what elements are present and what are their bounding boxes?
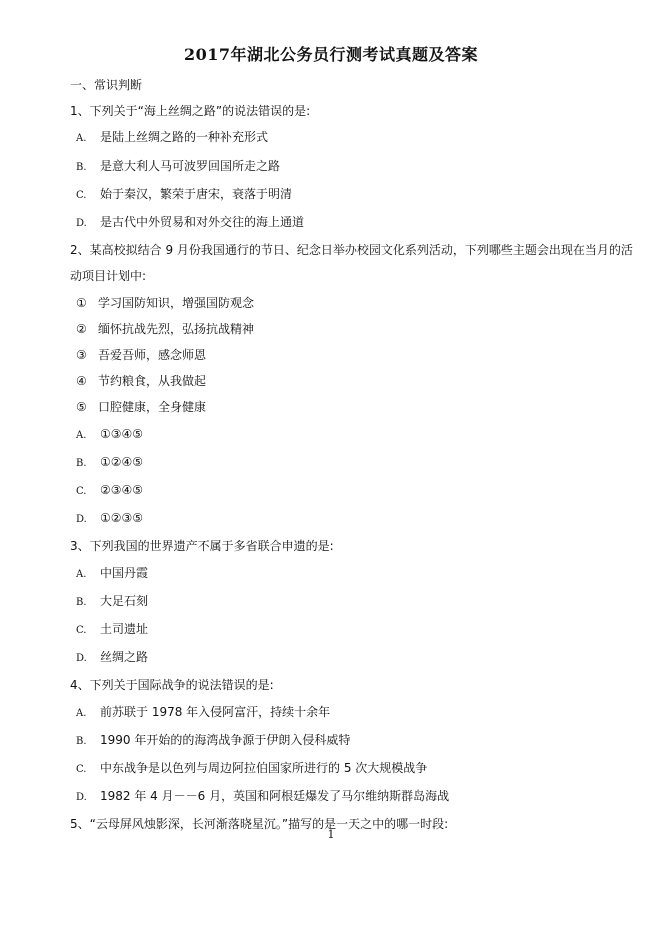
question-3-option-d: D. 丝绸之路 — [76, 650, 149, 665]
question-list — [70, 72, 633, 838]
page-number: 1 — [327, 828, 335, 841]
question-3-option-b: B. 大足石刻 — [76, 593, 149, 608]
document-title: 2017年湖北公务员行测考试真题及答案 — [183, 45, 479, 64]
question-2-stem-line-1: 2、某高校拟结合 9 月份我国通行的节日、纪念日举办校园文化系列活动，下列哪些主题会出现在当月的活 — [70, 243, 633, 258]
question-2-item-2: ② 缅怀抗战先烈，弘扬抗战精神 — [76, 321, 255, 336]
question-1-option-d: D. 是古代中外贸易和对外交往的海上通道 — [76, 215, 305, 230]
question-2-item-5: ⑤ 口腔健康，全身健康 — [76, 400, 207, 415]
question-2-item-1: ① 学习国防知识，增强国防观念 — [76, 295, 255, 310]
question-2-option-a: A. ①③④⑤ — [76, 426, 144, 441]
question-1-option-a: A. 是陆上丝绸之路的一种补充形式 — [76, 130, 269, 145]
question-2-item-3: ③ 吾爱吾师，感念师恩 — [76, 348, 207, 363]
question-5-stem: 5、“云母屏风烛影深，长河渐落晓星沉。”描写的是一天之中的哪一时段: — [70, 817, 449, 832]
question-4-option-a: A. 前苏联于 1978 年入侵阿富汗，持续十余年 — [76, 704, 331, 719]
question-4-option-d: D. 1982 年 4 月－－6 月，英国和阿根廷爆发了马尔维纳斯群岛海战 — [76, 789, 450, 804]
question-2-option-d: D. ①②③⑤ — [76, 511, 144, 526]
question-3-option-a: A. 中国丹霞 — [76, 565, 149, 580]
section-heading: 一、常识判断 — [70, 78, 143, 92]
question-3-stem: 3、下列我国的世界遗产不属于多省联合申遗的是: — [70, 539, 334, 554]
question-1-stem: 1、下列关于“海上丝绸之路”的说法错误的是: — [70, 104, 311, 119]
question-1-option-b: B. 是意大利人马可波罗回国所走之路 — [76, 158, 281, 173]
question-1-option-c: C. 始于秦汉，繁荣于唐宋，衰落于明清 — [76, 186, 293, 201]
question-4-option-c: C. 中东战争是以色列与周边阿拉伯国家所进行的 5 次大规模战争 — [76, 761, 428, 776]
question-2-stem-line-2: 动项目计划中: — [70, 269, 147, 284]
question-2-option-b: B. ①②④⑤ — [76, 454, 144, 469]
question-2-item-4: ④ 节约粮食，从我做起 — [76, 374, 207, 389]
question-3-option-c: C. 土司遗址 — [76, 622, 149, 637]
question-4-stem: 4、下列关于国际战争的说法错误的是: — [70, 678, 274, 693]
question-4-option-b: B. 1990 年开始的的海湾战争源于伊朗入侵科威特 — [76, 732, 351, 747]
question-2-option-c: C. ②③④⑤ — [76, 483, 144, 498]
